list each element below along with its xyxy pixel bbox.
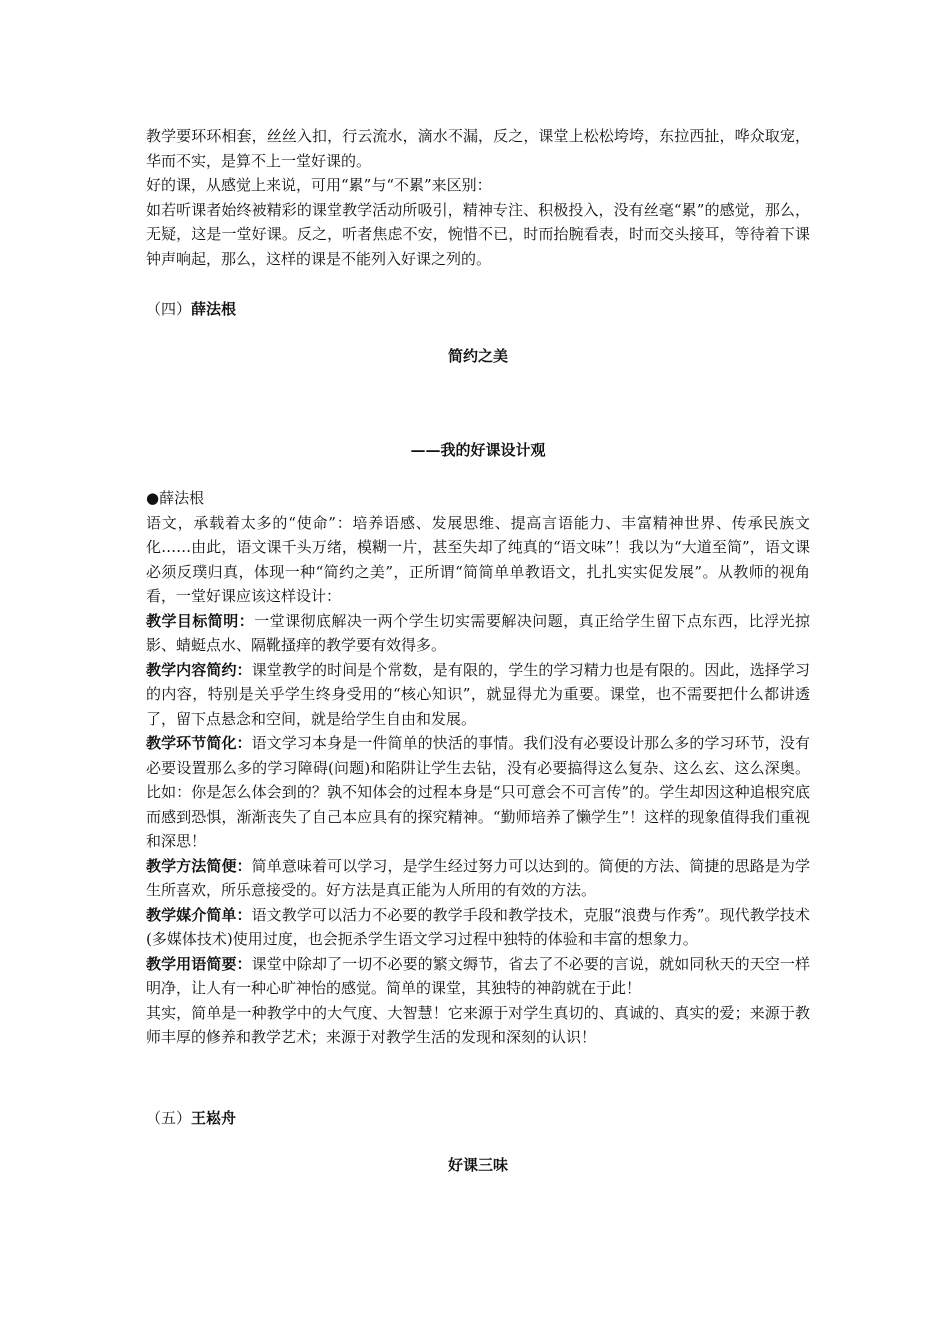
- section-4-author: 薛法根: [191, 300, 237, 318]
- point-text: 课堂中除却了一切不必要的繁文缛节，省去了不必要的言说，就如同秋天的天空一样明净，让人有一种心旷神怡的感觉。简单的课堂，其独特的神韵就在于此！: [146, 954, 810, 997]
- byline: ●薛法根: [146, 489, 205, 507]
- section-5-label: （五）: [146, 1109, 192, 1127]
- point-term: 教学环节简化：: [146, 734, 252, 752]
- section-4-title: 简约之美: [447, 347, 508, 365]
- point-paragraph: [146, 609, 810, 658]
- section-5-title: 好课三味: [447, 1156, 508, 1174]
- point-term: 教学方法简便：: [146, 856, 252, 875]
- intro-block: [146, 124, 810, 271]
- point-paragraph: [146, 903, 810, 952]
- point-term: 教学用语简要：: [146, 954, 252, 973]
- point-term: 教学媒介简单：: [146, 905, 252, 924]
- point-text: 课堂教学的时间是个常数，是有限的，学生的学习精力也是有限的。因此，选择学习的内容，特别是关乎学生终身受用的“核心知识”，就显得尤为重要。课堂，也不需要把什么都讲透了，留下点悬念和空间，就是给学生自由和发展。: [146, 660, 810, 728]
- point-term: 教学目标简明：: [146, 611, 255, 630]
- intro-paragraph-2: 好的课，从感觉上来说，可用“累”与“不累”来区别：: [146, 176, 492, 194]
- section-4-body: [146, 486, 810, 1050]
- section-4-label: （四）: [146, 300, 192, 318]
- opening-paragraph: 语文，承载着太多的“使命”：培养语感、发展思维、提高言语能力、丰富精神世界、传承民族文化……由此，语文课千头万绪，模糊一片，甚至失却了纯真的“语文味”！我以为“大道至简”，语文课必须反璞归真，体现一种“简约之美”，正所谓“简简单单教语文，扎扎实实促发展”。从教师的视角看，一堂好课应该这样设计：: [146, 513, 810, 605]
- point-text: 一堂课彻底解决一两个学生切实需要解决问题，真正给学生留下点东西，比浮光掠影、蜻蜓点水、隔靴搔痒的教学要有效得多。: [146, 611, 810, 654]
- section-4-heading: [146, 297, 810, 322]
- point-paragraph: [146, 854, 810, 903]
- point-term: 教学内容简约：: [146, 660, 252, 679]
- section-5-heading: [146, 1106, 810, 1131]
- section-5-author: 王崧舟: [191, 1109, 237, 1127]
- point-text: 语文教学可以活力不必要的教学手段和教学技术，克服“浪费与作秀”。现代教学技术(多媒体技术)使用过度，也会扼杀学生语文学习过程中独特的体验和丰富的想象力。: [146, 905, 810, 948]
- section-4-subtitle: ——我的好课设计观: [410, 441, 546, 459]
- point-paragraph: [146, 731, 810, 854]
- point-paragraph: [146, 952, 810, 1001]
- point-paragraph: [146, 658, 810, 732]
- intro-paragraph-1: 教学要环环相套，丝丝入扣，行云流水，滴水不漏，反之，课堂上松松垮垮，东拉西扯，哗众取宠，华而不实，是算不上一堂好课的。: [146, 127, 810, 170]
- intro-paragraph-3: 如若听课者始终被精彩的课堂教学活动所吸引，精神专注、积极投入，没有丝毫“累”的感觉，那么，无疑，这是一堂好课。反之，听者焦虑不安，惋惜不已，时而抬腕看表，时而交头接耳，等待着下课钟声响起，那么，这样的课是不能列入好课之列的。: [146, 200, 810, 268]
- point-text: 语文学习本身是一件简单的快活的事情。我们没有必要设计那么多的学习环节，没有必要设置那么多的学习障碍(问题)和陷阱让学生去钻，没有必要搞得这么复杂、这么玄、这么深奥。比如：你是怎么体会到的？孰不知体会的过程本身是“只可意会不可言传”的。学生却因这种追根究底而感到恐惧，渐渐丧失了自己本应具有的探究精神。“勤师培养了懒学生”！这样的现象值得我们重视和深思！: [146, 734, 810, 850]
- closing-paragraph: 其实，简单是一种教学中的大气度、大智慧！它来源于对学生真切的、真诚的、真实的爱；来源于教师丰厚的修养和教学艺术；来源于对教学生活的发现和深刻的认识！: [146, 1003, 810, 1046]
- point-text: 简单意味着可以学习，是学生经过努力可以达到的。简便的方法、简捷的思路是为学生所喜欢，所乐意接受的。好方法是真正能为人所用的有效的方法。: [146, 856, 810, 899]
